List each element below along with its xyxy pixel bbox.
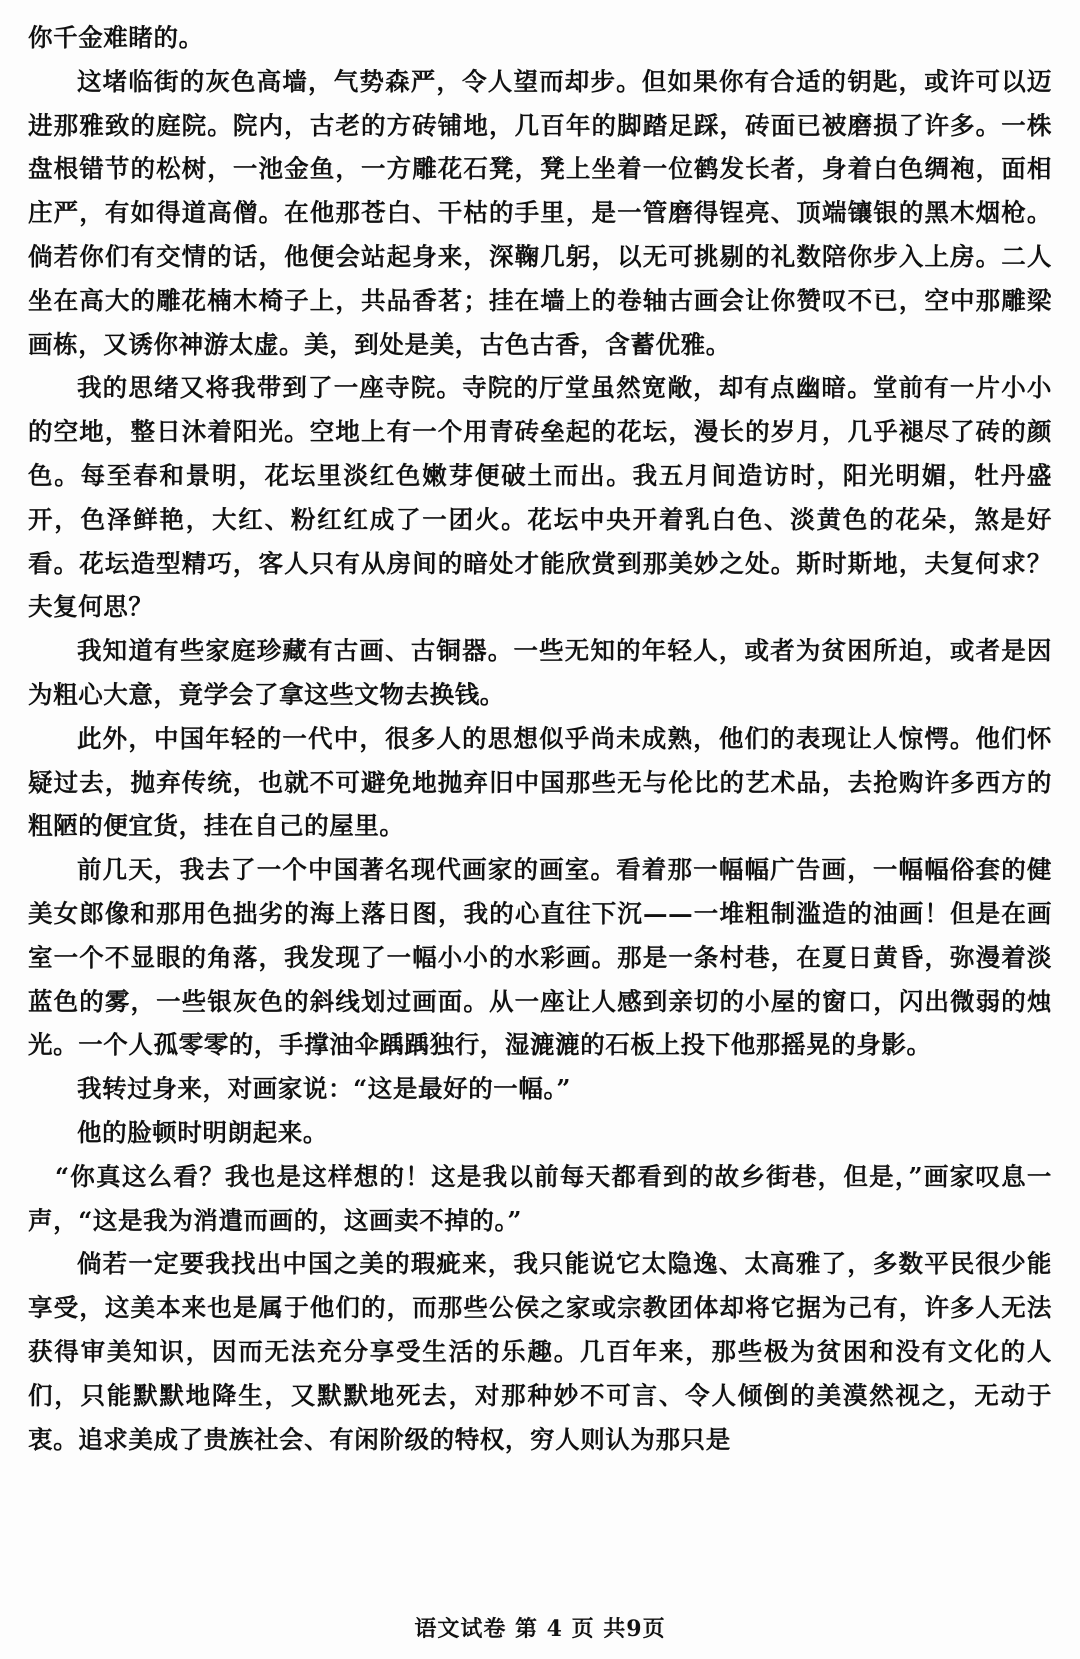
paragraph: 倘若一定要我找出中国之美的瑕疵来，我只能说它太隐逸、太高雅了，多数平民很少能享受，这美本来也是属于他们的，而那些公侯之家或宗教团体却将它据为己有，许多人无法获得审美知识，因而无法充分享受生活的乐趣。几百年来，那些极为贫困和没有文化的人们，只能默默地降生，又默默地死去，对那种妙不可言、令人倾倒的美漠然视之，无动于衷。追求美成了贵族社会、有闲阶级的特权，穷人则认为那只是 [28, 1249, 1052, 1454]
paragraph: 这堵临街的灰色高墙，气势森严，令人望而却步。但如果你有合适的钥匙，或许可以迈进那雅致的庭院。院内，古老的方砖铺地，几百年的脚踏足踩，砖面已被磨损了许多。一株盘根错节的松树，一池金鱼，一方雕花石凳，凳上坐着一位鹤发长者，身着白色绸袍，面相庄严，有如得道高僧。在他那苍白、干枯的手里，是一管磨得锃亮、顶端镶银的黑木烟枪。倘若你们有交情的话，他便会站起身来，深鞠几躬，以无可挑剔的礼数陪你步入上房。二人坐在高大的雕花楠木椅子上，共品香茗；挂在墙上的卷轴古画会让你赞叹不已，空中那雕梁画栋，又诱你神游太虚。美，到处是美，古色古香，含蓄优雅。 [28, 66, 1052, 359]
paragraph: “你真这么看？我也是这样想的！这是我以前每天都看到的故乡街巷，但是，”画家叹息一声，“这是我为消遣而画的，这画卖不掉的。” [28, 1161, 1052, 1235]
article-body [28, 16, 1052, 1461]
paragraph: 你千金难睹的。 [28, 23, 204, 52]
paragraph: 此外，中国年轻的一代中，很多人的思想似乎尚未成熟，他们的表现让人惊愕。他们怀疑过去，抛弃传统，也就不可避免地抛弃旧中国那些无与伦比的艺术品，去抢购许多西方的粗陋的便宜货，挂在自己的屋里。 [28, 723, 1052, 841]
paragraph: 我转过身来，对画家说：“这是最好的一幅。” [77, 1074, 572, 1104]
page-footer: 语文试卷 第 4 页 共9页 [414, 1616, 666, 1642]
paragraph: 他的脸顿时明朗起来。 [77, 1117, 328, 1147]
paragraph: 前几天，我去了一个中国著名现代画家的画室。看着那一幅幅广告画，一幅幅俗套的健美女郎像和那用色拙劣的海上落日图，我的心直往下沉——一堆粗制滥造的油画！但是在画室一个不显眼的角落，我发现了一幅小小的水彩画。那是一条村巷，在夏日黄昏，弥漫着淡蓝色的雾，一些银灰色的斜线划过画面。从一座让人感到亲切的小屋的窗口，闪出微弱的烛光。一个人孤零零的，手撑油伞踽踽独行，湿漉漉的石板上投下他那摇晃的身影。 [28, 855, 1052, 1060]
paragraph: 我知道有些家庭珍藏有古画、古铜器。一些无知的年轻人，或者为贫困所迫，或者是因为粗心大意，竟学会了拿这些文物去换钱。 [28, 636, 1052, 709]
paragraph: 我的思绪又将我带到了一座寺院。寺院的厅堂虽然宽敞，却有点幽暗。堂前有一片小小的空地，整日沐着阳光。空地上有一个用青砖垒起的花坛，漫长的岁月，几乎褪尽了砖的颜色。每至春和景明，花坛里淡红色嫩芽便破土而出。我五月间造访时，阳光明媚，牡丹盛开，色泽鲜艳，大红、粉红红成了一团火。花坛中央开着乳白色、淡黄色的花朵，煞是好看。花坛造型精巧，客人只有从房间的暗处才能欣赏到那美妙之处。斯时斯地，夫复何求？夫复何思？ [28, 373, 1052, 622]
